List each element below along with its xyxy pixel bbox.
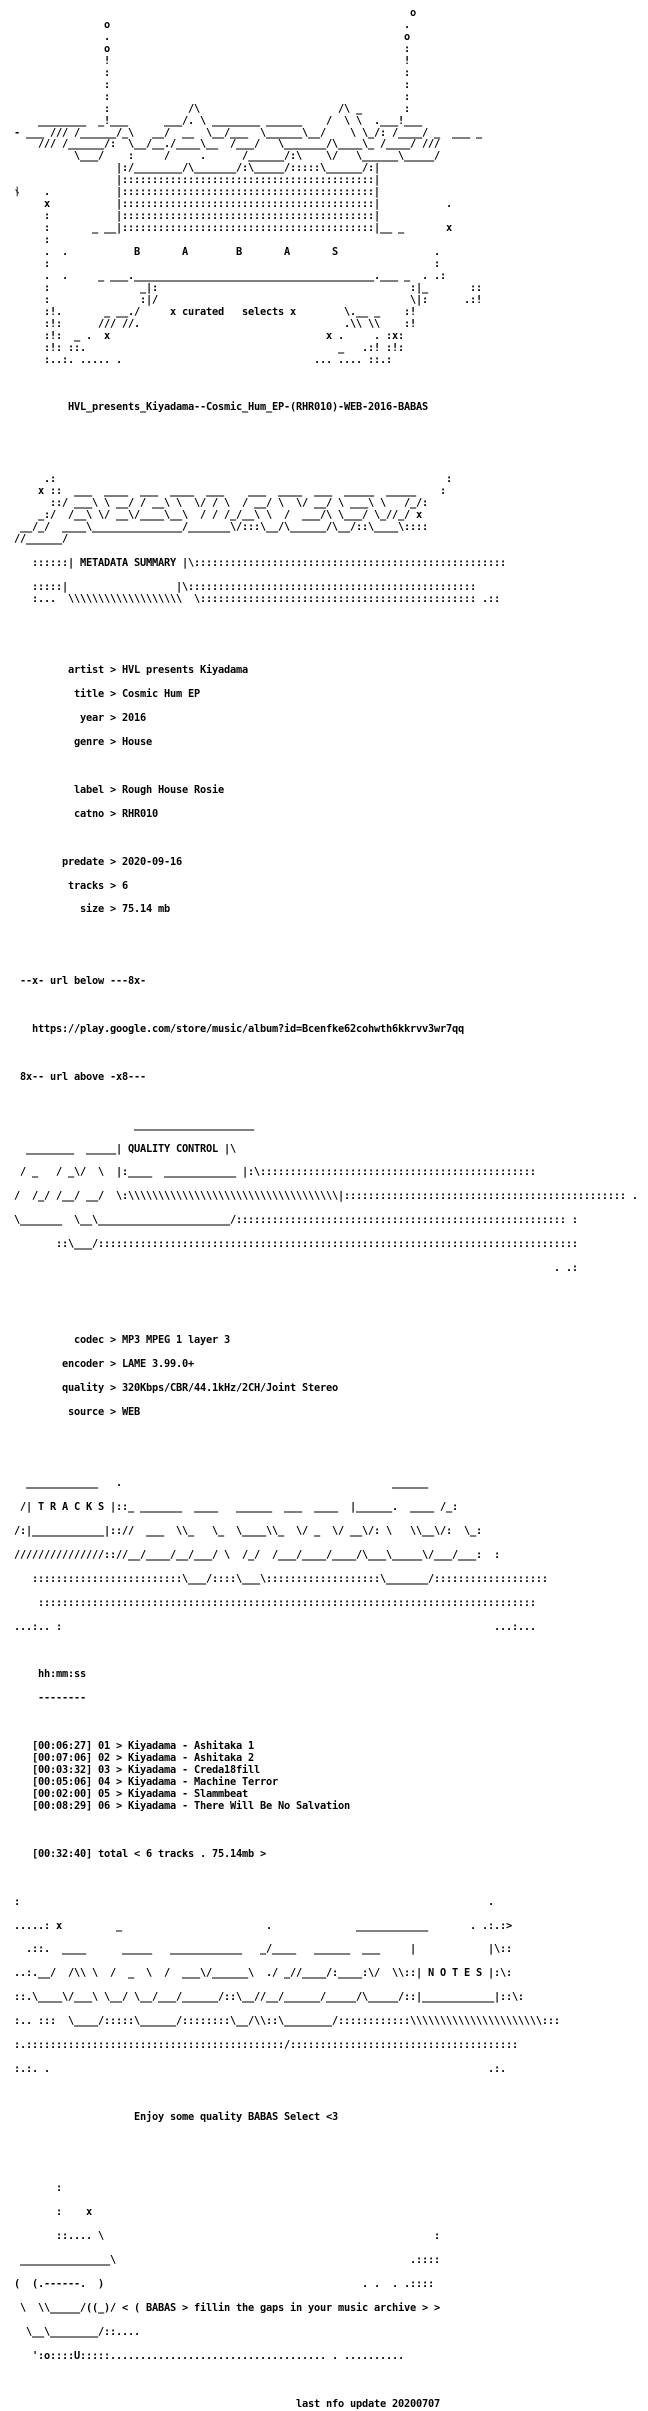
notes-ascii-art-5: ::.\____\/___\ \__/ \__/___/______/::\__//__/______/_____/\_____/::|____________|::\: bbox=[14, 1991, 524, 2004]
footer-slogan-line: \ \\_____/((_)/ < ( BABAS > fillin the gaps in your music archive > > bbox=[14, 2302, 440, 2314]
quality-encoder: LAME 3.99.0+ bbox=[122, 1357, 194, 1370]
metadata-catno: RHR010 bbox=[122, 807, 158, 820]
notes-text-line bbox=[14, 2112, 642, 2124]
footer-ascii-art-6: \__\________/::.... bbox=[14, 2325, 140, 2338]
metadata-tracks: 6 bbox=[122, 879, 128, 892]
metadata-title-value: Cosmic Hum EP bbox=[122, 688, 200, 701]
quality-ascii-art-5: ::\___/:::::::::::::::::::::::::::::::::::::::::::::::::::::::::::::::::::::::::::::::: bbox=[14, 1238, 578, 1251]
notes-ascii-art-2: .....: x _ . ____________ . .:.:> bbox=[14, 1919, 512, 1932]
quality-source: WEB bbox=[122, 1405, 140, 1418]
tracks-ascii-art-1: ____________ . ______ bbox=[14, 1477, 428, 1490]
tracklist bbox=[14, 1741, 642, 1813]
metadata-row-catno: catno > RHR010 bbox=[14, 807, 158, 820]
track-title: There Will Be No Salvation bbox=[194, 1799, 350, 1812]
header-art-line: :!. _ __./ x curated selects x \.__ _ :! bbox=[14, 305, 416, 318]
track-number: 02 bbox=[98, 1752, 110, 1765]
track-artist: Kiyadama bbox=[128, 1764, 176, 1777]
header-art-line: :..:. ..... . ... .... ::.: bbox=[14, 353, 392, 366]
footer-ascii-art-2: : x bbox=[14, 2206, 92, 2219]
header-art-line: . . B A B A S . bbox=[14, 246, 440, 259]
footer-slogan: < ( BABAS > fillin the gaps in your music archive > > bbox=[122, 2302, 440, 2314]
notes-ascii-art-8: :.:. . .:. bbox=[14, 2062, 506, 2075]
quality-row-source: source > WEB bbox=[14, 1405, 140, 1418]
metadata-row-predate: predate > 2020-09-16 bbox=[14, 855, 182, 868]
metadata-art-top-line: ::/ ___\ \ __/ / __\ \ \/ / \ / __/ \ \/ __/ \ ___\ \ /_/: bbox=[14, 497, 428, 510]
track-time: [00:07:06] bbox=[32, 1752, 92, 1765]
track-time: [00:02:00] bbox=[32, 1788, 92, 1801]
tracks-header: hh:mm:ss bbox=[38, 1668, 86, 1681]
url-above-marker: 8x-- url above -x8--- bbox=[20, 1070, 146, 1083]
metadata-row-year: year > 2016 bbox=[14, 712, 146, 725]
quality-ascii-art-2: / _ / _\/ \ |:____ ____________ |:\:::::::::::::::::::::::::::::::::::::::::::::: bbox=[14, 1166, 536, 1179]
tracks-header-line bbox=[14, 1669, 642, 1681]
header-art-line: ᚾ . |::::::::::::::::::::::::::::::::::::::::::| bbox=[14, 186, 380, 199]
track-title: Ashitaka 2 bbox=[194, 1752, 254, 1765]
notes-ascii-art-4: ..:.__/ /\\ \ / _ \ / ___\/______\ ./ _//____/:____:\/ \\::| N O T E S |:\: bbox=[14, 1967, 512, 1980]
notes-title: N O T E S bbox=[427, 1967, 482, 1980]
track-row: [00:03:32] 03 > Kiyadama - Creda18fill bbox=[32, 1764, 260, 1777]
metadata-label: Rough House Rosie bbox=[122, 783, 224, 796]
track-title: Ashitaka 1 bbox=[194, 1740, 254, 1753]
notes-text: Enjoy some quality BABAS Select <3 bbox=[134, 2110, 338, 2123]
quality-quality: 320Kbps/CBR/44.1kHz/2CH/Joint Stereo bbox=[122, 1381, 338, 1394]
header-art-line: :!: ::. _ .:! :!: bbox=[14, 341, 404, 354]
quality-codec: MP3 MPEG 1 layer 3 bbox=[122, 1333, 230, 1346]
metadata-art-top-line: _:/ /__\ \/ __\/____\__\ / / /_/__\ \ / ___/\ \___/ \_//_/ x bbox=[14, 509, 422, 522]
metadata-year: 2016 bbox=[122, 712, 146, 725]
header-art-line: . . _ ___.________________________________________.___ _ . .: bbox=[14, 269, 446, 282]
quality-row-quality: quality > 320Kbps/CBR/44.1kHz/2CH/Joint Stereo bbox=[14, 1381, 338, 1394]
metadata-art-bottom-line: :::::| |\:::::::::::::::::::::::::::::::::::::::::::::::: bbox=[14, 580, 476, 593]
header-art-line: :!: /// //. .\\ \\ :! bbox=[14, 317, 416, 330]
tracks-total: [00:32:40] total < 6 tracks . 75.14mb > bbox=[32, 1847, 266, 1860]
metadata-row-tracks: tracks > 6 bbox=[14, 879, 128, 892]
track-time: [00:03:32] bbox=[32, 1764, 92, 1777]
track-title: Creda18fill bbox=[194, 1764, 260, 1777]
header-art-line: : :|/ \|: .:! bbox=[14, 293, 482, 306]
track-artist: Kiyadama bbox=[128, 1776, 176, 1789]
track-title: Machine Terror bbox=[194, 1776, 278, 1789]
url-below-marker: --x- url below ---8x- bbox=[20, 975, 146, 988]
release-url[interactable]: https://play.google.com/store/music/album?id=Bcenfke62cohwth6kkrvv3wr7qq bbox=[32, 1023, 464, 1036]
tracks-ascii-art-5: ::::::::::::::::::::::::::::::::::::::::::::::::::::::::::::::::::::::::::::::::::: bbox=[14, 1596, 536, 1609]
header-art-line: . o bbox=[14, 30, 410, 43]
footer-ascii-art-5: ( (.------. ) . . . .:::: bbox=[14, 2278, 434, 2291]
header-art-line: \___/ : / . /______/:\ \/ \______\_____/ bbox=[14, 150, 440, 163]
tracks-ascii-art-4: :::::::::::::::::::::::::\___/::::\___\:::::::::::::::::::\_______/::::::::::::::::::: bbox=[14, 1572, 548, 1585]
quality-ascii-art-4: \_______ \__\______________________/::::::::::::::::::::::::::::::::::::::::::::::::::::::: : bbox=[14, 1214, 578, 1227]
tracks-ascii-art-6: ...:.. : ...:... bbox=[14, 1620, 536, 1633]
track-artist: Kiyadama bbox=[128, 1740, 176, 1753]
header-art-line: : bbox=[14, 234, 50, 247]
footer-ascii-art-4: _______________\ .:::: bbox=[14, 2254, 440, 2267]
last-update-line bbox=[14, 2399, 642, 2411]
metadata-art-top-line: .: : bbox=[14, 473, 452, 486]
header-art-line: |:/________/\_______/:\_____/:::::\______/:| bbox=[14, 162, 380, 175]
header-art-line: o : bbox=[14, 42, 410, 55]
track-time: [00:05:06] bbox=[32, 1776, 92, 1789]
track-artist: Kiyadama bbox=[128, 1799, 176, 1812]
track-time: [00:08:29] bbox=[32, 1799, 92, 1812]
header-art-line: :!: _ . x x . . :x: bbox=[14, 329, 404, 342]
metadata-art-top-line: //______/ bbox=[14, 532, 68, 545]
tracks-rule-line: -------- bbox=[38, 1692, 86, 1705]
footer-ascii-art-3: ::.... \ : bbox=[14, 2230, 440, 2243]
notes-ascii-art-7: :.:::::::::::::::::::::::::::::::::::::::::::/:::::::::::::::::::::::::::::::::::::: bbox=[14, 2039, 518, 2052]
header-art-line: : _|: :|_ :: bbox=[14, 281, 482, 294]
footer-ascii-art-7: ':o::::U:::::.................................... . .......... bbox=[14, 2349, 404, 2362]
release-name: HVL_presents_Kiyadama--Cosmic_Hum_EP-(RHR010)-WEB-2016-BABAS bbox=[68, 401, 428, 414]
last-update: last nfo update 20200707 bbox=[295, 2397, 440, 2410]
metadata-art-top-line: x :: ___ ____ ___ ____ ___ ___ ____ ___ _____ _____ : bbox=[14, 485, 446, 498]
quality-banner: ________ _____| QUALITY CONTROL |\ bbox=[14, 1142, 236, 1155]
track-number: 03 bbox=[98, 1764, 110, 1777]
nfo-document bbox=[14, 8, 642, 2411]
track-artist: Kiyadama bbox=[128, 1752, 176, 1765]
track-artist: Kiyadama bbox=[128, 1788, 176, 1801]
metadata-row-title: title > Cosmic Hum EP bbox=[14, 688, 200, 701]
header-art-line: : /\ /\ _ : bbox=[14, 102, 410, 115]
metadata-ascii-art-top bbox=[14, 474, 642, 546]
metadata-banner: ::::::| METADATA SUMMARY |\:::::::::::::::::::::::::::::::::::::::::::::::::::: bbox=[14, 556, 506, 569]
header-art-line: o . bbox=[14, 18, 410, 31]
header-art-line: : : bbox=[14, 90, 410, 103]
track-number: 05 bbox=[98, 1788, 110, 1801]
track-row: [00:02:00] 05 > Kiyadama - Slammbeat bbox=[32, 1788, 248, 1801]
header-ascii-art bbox=[14, 8, 642, 367]
notes-ascii-art-1: : . bbox=[14, 1895, 494, 1908]
metadata-row-genre: genre > House bbox=[14, 736, 152, 749]
release-name-line bbox=[14, 402, 642, 414]
header-art-line: ________ _!___ ___/. \ ________ ______ / \ \ .___!___ bbox=[14, 114, 422, 127]
metadata-title: METADATA SUMMARY bbox=[80, 556, 176, 569]
metadata-size: 75.14 mb bbox=[122, 903, 170, 916]
track-title: Slammbeat bbox=[194, 1788, 248, 1801]
track-row: [00:07:06] 02 > Kiyadama - Ashitaka 2 bbox=[32, 1752, 254, 1765]
track-row: [00:08:29] 06 > Kiyadama - There Will Be No Salvation bbox=[32, 1799, 350, 1812]
metadata-genre: House bbox=[122, 736, 152, 749]
metadata-art-top-line: __/_/ ____\_______________/_______\/:::\__/\______/\__/::\____\:::: bbox=[14, 520, 428, 533]
header-art-line: : : bbox=[14, 66, 410, 79]
tracks-ascii-art-2: /:|____________|::// ___ \\_ \_ \____\\_ \/ _ \/ __\/: \ \\__\/: \_: bbox=[14, 1525, 482, 1538]
quality-ascii-art-3: / /_/ /__/ __/ \:\\\\\\\\\\\\\\\\\\\\\\\\\\\\\\\\\\\|::::::::::::::::::::::::::::::::::::::::::::::: . bbox=[14, 1190, 638, 1203]
header-art-line: ! ! bbox=[14, 54, 410, 67]
metadata-art-bottom-line: :... \\\\\\\\\\\\\\\\\\\ \:::::::::::::::::::::::::::::::::::::::::::::: .:: bbox=[14, 592, 500, 605]
tracks-total-line bbox=[14, 1849, 642, 1861]
tracks-ascii-art-3: ///////////////:://__/____/__/___/ \ /_/ /___/____/____/\___\_____\/___/___: : bbox=[14, 1548, 500, 1561]
header-art-line: : : bbox=[14, 78, 410, 91]
header-art-line: /// /______/: \__/__./____\__ /___/ \_______/\____\_ /____/ /// bbox=[14, 138, 440, 151]
header-art-line: o bbox=[14, 8, 416, 19]
metadata-predate: 2020-09-16 bbox=[122, 855, 182, 868]
notes-ascii-art-3: .::. ____ _____ ____________ _/____ ______ ___ | |\:: bbox=[14, 1943, 512, 1956]
track-number: 04 bbox=[98, 1776, 110, 1789]
quality-row-encoder: encoder > LAME 3.99.0+ bbox=[14, 1357, 194, 1370]
footer-ascii-art-1: : bbox=[14, 2182, 62, 2195]
track-number: 01 bbox=[98, 1740, 110, 1753]
header-art-line: : |::::::::::::::::::::::::::::::::::::::::::| bbox=[14, 210, 380, 223]
track-number: 06 bbox=[98, 1799, 110, 1812]
quality-ascii-art-1: ____________________ bbox=[14, 1118, 254, 1131]
tracks-title: T R A C K S bbox=[38, 1501, 104, 1514]
metadata-row-artist: artist > HVL presents Kiyadama bbox=[14, 664, 248, 677]
track-time: [00:06:27] bbox=[32, 1740, 92, 1753]
header-art-line: : _ __|::::::::::::::::::::::::::::::::::::::::::|__ _ x bbox=[14, 222, 452, 235]
header-art-line: : : bbox=[14, 258, 440, 271]
notes-ascii-art-6: :.. ::: \____/:::::\______/::::::::\__/\\::\________/::::::::::::\\\\\\\\\\\\\\\\\\\\\\::: bbox=[14, 2015, 560, 2028]
url-line bbox=[14, 1024, 642, 1036]
metadata-row-label: label > Rough House Rosie bbox=[14, 783, 224, 796]
metadata-row-size: size > 75.14 mb bbox=[14, 903, 170, 916]
quality-title: QUALITY CONTROL bbox=[128, 1142, 218, 1155]
header-art-line: x |::::::::::::::::::::::::::::::::::::::::::| . bbox=[14, 198, 452, 211]
header-art-line: |::::::::::::::::::::::::::::::::::::::::::| bbox=[14, 174, 380, 187]
header-art-line: - ___ /// /______/_\ __/ __ \__/___ \______\__/ \ \_/: /____/ _ ___ _ bbox=[14, 126, 482, 139]
metadata-ascii-art-bottom bbox=[14, 582, 642, 606]
metadata-artist: HVL presents Kiyadama bbox=[122, 664, 248, 677]
track-row: [00:06:27] 01 > Kiyadama - Ashitaka 1 bbox=[32, 1740, 254, 1753]
quality-ascii-art-6: . .: bbox=[14, 1262, 578, 1275]
track-row: [00:05:06] 04 > Kiyadama - Machine Terror bbox=[32, 1776, 278, 1789]
quality-row-codec: codec > MP3 MPEG 1 layer 3 bbox=[14, 1333, 230, 1346]
tracks-banner: /| T R A C K S |::_ _______ ____ ______ ___ ____ |______. ____ /_: bbox=[14, 1501, 458, 1514]
